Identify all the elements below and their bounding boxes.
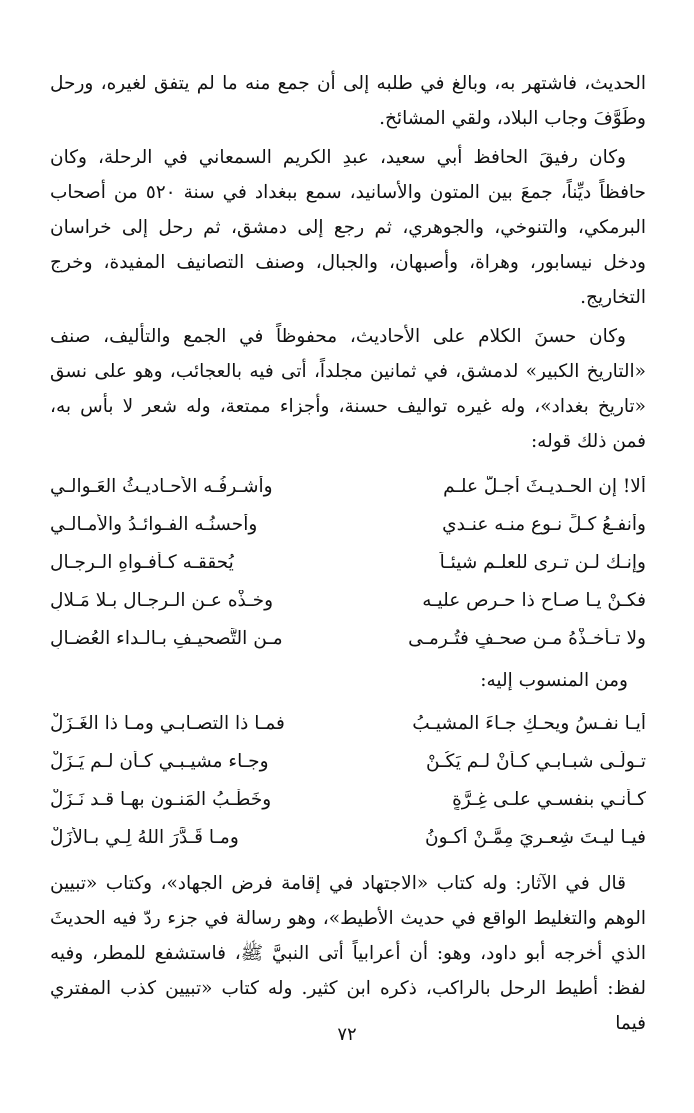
verse-second-hemistich: وأحسنُـه الفـوائـدُ والأمـالـي (50, 513, 258, 535)
verse-line (50, 780, 646, 818)
verse-first-hemistich: تـولَّـى شبـابـي كـأنْ لـم يَكُـنْ (426, 750, 646, 772)
poem-intro: ومن المنسوب إليه: (480, 670, 628, 691)
verse-second-hemistich: فمـا ذا التصـابـي ومـا ذا الغَـزَلْ (50, 712, 285, 734)
verse-line (50, 742, 646, 780)
verse-first-hemistich: فيـا ليـتَ شِعـريَ مِمَّـنْ أكـونُ (425, 826, 646, 848)
paragraph-companion: وكان رفيقَ الحافظ أبي سعيد، عبدِ الكريم السمعاني في الرحلة، وكان حافظاً ديِّناً، جمعَ بين المتون والأسانيد، سمع ببغداد في سنة ٥٢٠ من أصحاب البرمكي، والتنوخي، والجوهري، ثم رجع إلى دمشق، ثم رحل إلى خراسان ودخل نيسابور، وهراة، وأصبهان، والجبال، وصنف التصانيف المفيدة، وخرج التخاريج. (50, 147, 646, 308)
paragraph-works: وكان حسنَ الكلام على الأحاديث، محفوظاً في الجمع والتأليف، صنف «التاريخ الكبير» لدمشق، في ثمانين مجلداً، أتى فيه بالعجائب، وهو على نسق «تاريخ بغداد»، وله غيره تواليف حسنة، وأجزاء ممتعة، وله شعر لا بأس به، فمن ذلك قوله: (50, 326, 646, 452)
verse-second-hemistich: مـن التَّصحيـفِ بـالـداء العُضـالِ (50, 627, 283, 649)
verse-second-hemistich: وأشـرفُـه الأحـاديـثُ العَـوالـي (50, 475, 273, 497)
book-page (50, 66, 646, 1041)
verse-first-hemistich: فكـنْ يـا صـاحِ ذا حـرصٍ عليـه (422, 589, 646, 611)
verse-line (50, 543, 646, 581)
verse-first-hemistich: ألا! إن الحـديـثَ أجـلُّ علـمٍ (443, 475, 646, 497)
poem-hadith (50, 467, 646, 657)
page-number: ٧٢ (337, 1024, 357, 1045)
verse-second-hemistich: ومـا قَـدَّرَ اللهُ لِـي بـالأزَلْ (50, 826, 239, 848)
verse-second-hemistich: وخـذْه عـن الـرجـال بـلا مَـلالِ (50, 589, 274, 611)
verse-second-hemistich: يُحققـه كـأفـواهِ الـرجـال (50, 551, 234, 573)
verse-first-hemistich: ولا تـأخـذْهُ مـن صحـفٍ فتُـرمـى (408, 627, 646, 649)
verse-second-hemistich: وخَطْـبُ المَنـون بهـا قـد نَـزَلْ (50, 788, 272, 810)
verse-line (50, 467, 646, 505)
verse-line (50, 818, 646, 856)
verse-first-hemistich: وأنفـعُ كـلِّ نـوعٍ منـه عنـدي (442, 513, 646, 535)
paragraph-continuation: الحديث، فاشتهر به، وبالغ في طلبه إلى أن جمع منه ما لم يتفق لغيره، ورحل وطَوَّفَ وجاب البلاد، ولقي المشائخ. (50, 73, 646, 129)
verse-first-hemistich: كـأنـي بنفسـي علـى غِـرَّةٍ (452, 788, 646, 810)
verse-first-hemistich: أيـا نفـسُ ويحـكِ جـاءَ المشيـبُ (412, 712, 646, 734)
verse-line (50, 704, 646, 742)
verse-line (50, 619, 646, 657)
paragraph-athar: قال في الآثار: وله كتاب «الاجتهاد في إقامة فرض الجهاد»، وكتاب «تبيين الوهم والتغليط الواقع في حديث الأطيط»، وهو رسالة في جزء ردّ فيه الحديثَ الذي أخرجه أبو داود، وهو: أن أعرابياً أتى النبيَّ ﷺ، فاستشفع للمطر، وفيه لفظ: أطيط الرحل بالراكب، ذكره ابن كثير. وله كتاب «تبيين كذب المفتري فيما (50, 873, 646, 1034)
verse-first-hemistich: وإنـك لـن تـرى للعلـم شيئـاً (439, 551, 646, 573)
verse-second-hemistich: وجـاء مشيـبـي كـأن لـم يَـزَلْ (50, 750, 269, 772)
verse-line (50, 581, 646, 619)
poem-old-age (50, 704, 646, 856)
verse-line (50, 505, 646, 543)
